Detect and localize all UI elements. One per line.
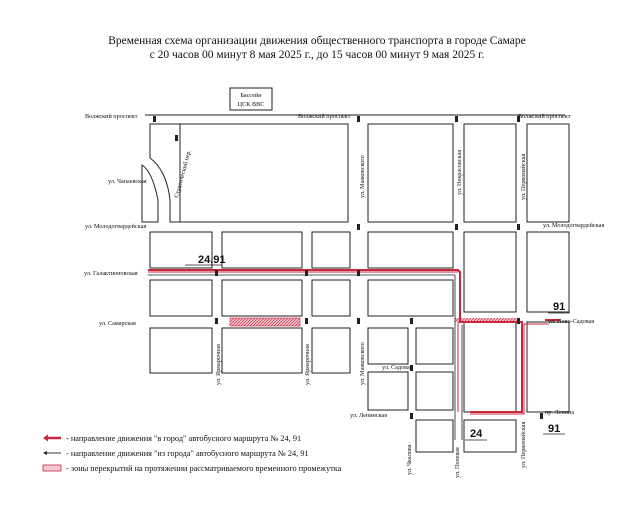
map-title-line-1: Временная схема организации движения общественного транспорта в городе Самаре <box>108 35 526 47</box>
block <box>416 420 453 452</box>
block <box>368 280 453 316</box>
street-label: ул. Маяковского <box>359 155 366 198</box>
street-label: ул. Садовая <box>382 364 413 371</box>
street-label: ул. Галактионовская <box>84 270 138 277</box>
street-label: Волжский проспект <box>298 113 351 120</box>
block <box>368 328 408 364</box>
legend-text: - зоны перекрытий на протяжении рассматриваемого временного промежутка <box>66 463 342 473</box>
block <box>312 280 350 316</box>
route-label-novo-sadovaya: 91 <box>553 301 566 313</box>
landmark-line-2: ЦСК ВВС <box>237 101 265 108</box>
block <box>142 165 158 222</box>
block <box>368 372 408 410</box>
street-label: Волжский проспект <box>85 113 138 120</box>
map-title-line-2: с 20 часов 00 минут 8 мая 2025 г., до 15 часов 00 минут 9 мая 2025 г. <box>149 49 485 61</box>
block <box>368 124 453 222</box>
closure-zone-samarskaya <box>230 318 300 326</box>
street-label: ул. Ярмарочная <box>215 344 222 385</box>
block <box>464 322 516 412</box>
block <box>312 328 350 373</box>
block <box>416 328 453 364</box>
block <box>527 124 569 222</box>
street-label: ул. Чапаевская <box>108 178 147 185</box>
landmark-line-1: Бассейн <box>240 92 262 99</box>
route-label-polevaya: 24 <box>470 428 483 440</box>
street-label: ул. Самарская <box>99 320 136 327</box>
street-label: Волжский проспект <box>518 113 571 120</box>
block <box>312 232 350 268</box>
street-label: ул. Молодогвардейская <box>543 222 605 229</box>
street-label: ул. Первомайская <box>520 421 527 468</box>
street-label: Студенческий пер. <box>173 149 193 199</box>
block <box>416 372 453 410</box>
legend-row-from-city <box>42 446 309 460</box>
street-label: ул. Некрасовская <box>456 149 463 195</box>
block <box>527 232 569 312</box>
pool-cskvvs-landmark <box>230 88 272 110</box>
legend-row-closure-zone <box>42 461 341 475</box>
city-blocks <box>142 124 569 452</box>
street-label: ул. Чкалова <box>406 444 413 475</box>
block <box>150 328 212 373</box>
block <box>464 124 516 222</box>
block <box>527 322 569 412</box>
block <box>464 232 516 312</box>
legend-row-into-city <box>42 431 301 445</box>
street-label: ул. Ярмарочная <box>304 344 311 385</box>
block <box>180 124 348 222</box>
legend-text: - направление движения "в город" автобусного маршрута № 24, 91 <box>66 433 302 443</box>
block <box>150 280 212 316</box>
street-label: ул. Маяковского <box>359 342 366 385</box>
street-label: ул. Полевая <box>454 447 461 478</box>
block <box>368 232 453 268</box>
route-label-galaktionovskaya: 24,91 <box>198 254 226 266</box>
block <box>222 280 302 316</box>
red-arrow-icon <box>42 433 62 443</box>
street-label: ул. Первомайская <box>520 153 527 200</box>
block <box>222 232 302 268</box>
block <box>222 328 302 373</box>
street-label: ул. Ленинская <box>350 412 388 419</box>
street-label: ул. Молодогвардейская <box>85 223 147 230</box>
closure-zone-icon <box>42 463 62 473</box>
black-arrow-icon <box>42 448 62 458</box>
route-label-pr-lenina: 91 <box>548 423 561 435</box>
legend-text: - направление движения "из города" автобусного маршрута № 24, 91 <box>66 448 309 458</box>
street-label: ул. Ново-Садовая <box>548 318 595 325</box>
street-label: пр. Ленина <box>545 409 575 416</box>
